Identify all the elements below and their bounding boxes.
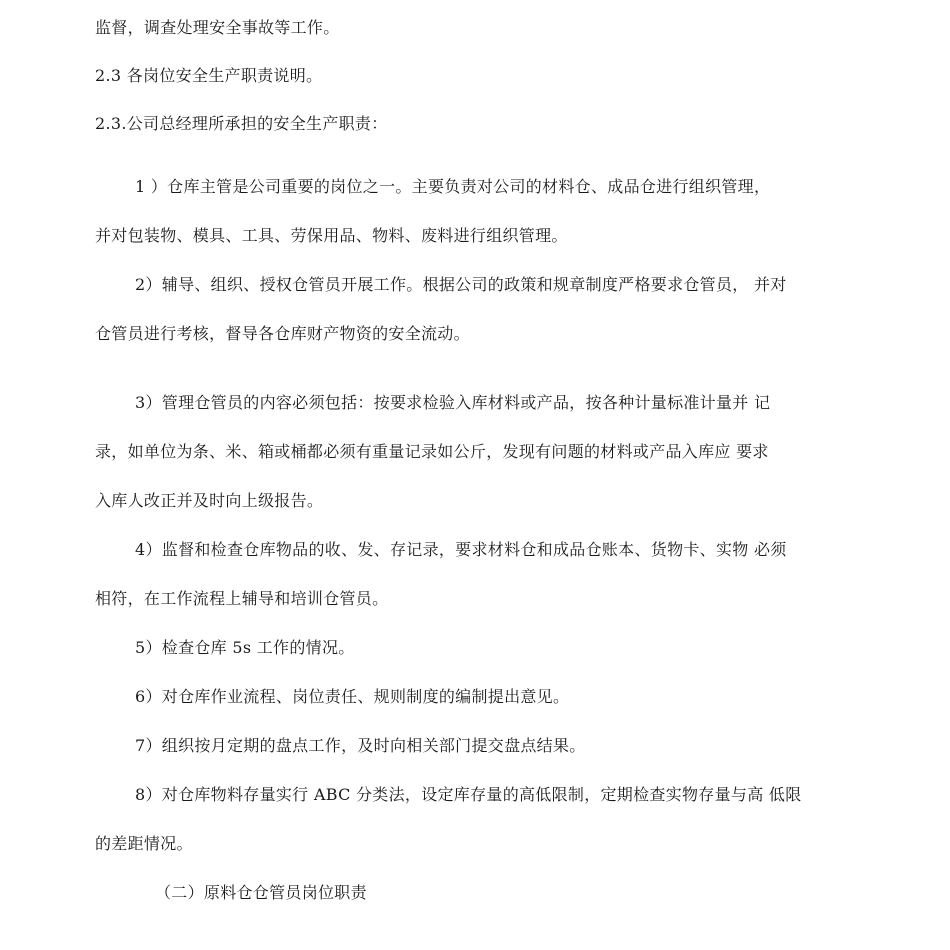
- section-heading-2-3-gm: 2.3.公司总经理所承担的安全生产职责：: [95, 114, 388, 133]
- item-7: 7）组织按月定期的盘点工作，及时向相关部门提交盘点结果。: [135, 736, 586, 755]
- item-6: 6）对仓库作业流程、岗位责任、规则制度的编制提出意见。: [135, 687, 570, 706]
- text-line-1: 监督，调查处理安全事故等工作。: [95, 18, 340, 37]
- item-1-line-2: 并对包装物、模具、工具、劳保用品、物料、废料进行组织管理。: [95, 226, 568, 245]
- item-4-line-2: 相符，在工作流程上辅导和培训仓管员。: [95, 589, 389, 608]
- item-3-line-3: 入库人改正并及时向上级报告。: [95, 491, 324, 510]
- item-2-line-2: 仓管员进行考核，督导各仓库财产物资的安全流动。: [95, 324, 470, 343]
- item-3-line-2: 录，如单位为条、米、箱或桶都必须有重量记录如公斤，发现有问题的材料或产品入库应 要求: [95, 442, 769, 461]
- item-8-line-2: 的差距情况。: [95, 834, 193, 853]
- item-2-line-1: 2）辅导、组织、授权仓管员开展工作。根据公司的政策和规章制度严格要求仓管员， 并对: [135, 275, 787, 294]
- section-heading-raw-material-keeper: （二）原料仓仓管员岗位职责: [155, 883, 367, 902]
- item-1-line-1: 1 ）仓库主管是公司重要的岗位之一。主要负责对公司的材料仓、成品仓进行组织管理，: [135, 177, 771, 196]
- item-4-line-1: 4）监督和检查仓库物品的收、发、存记录，要求材料仓和成品仓账本、货物卡、实物 必须: [135, 540, 787, 559]
- item-3-line-1: 3）管理仓管员的内容必须包括：按要求检验入库材料或产品，按各种计量标准计量并 记: [135, 393, 771, 412]
- section-heading-2-3: 2.3 各岗位安全生产职责说明。: [95, 66, 323, 85]
- item-5: 5）检查仓库 5s 工作的情况。: [135, 638, 355, 657]
- item-8-line-1: 8）对仓库物料存量实行 ABC 分类法，设定库存量的高低限制，定期检查实物存量与高 低限: [135, 785, 802, 804]
